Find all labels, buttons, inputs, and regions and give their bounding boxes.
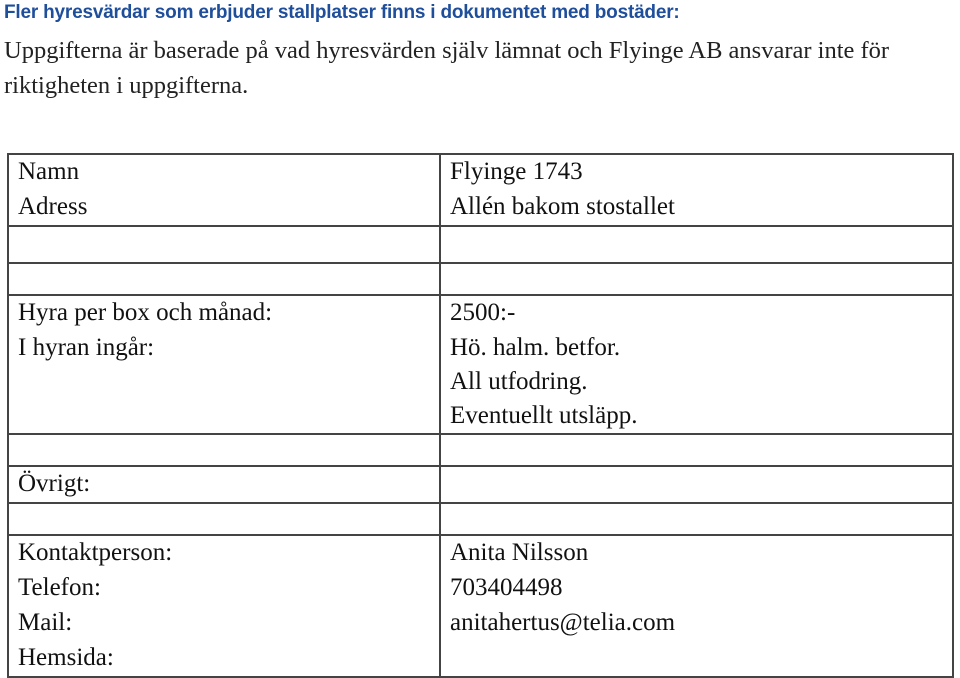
website-label: Hemsida: (8, 641, 440, 677)
table-row (8, 154, 953, 190)
contact-value: Anita Nilsson (440, 535, 953, 571)
document-heading: Fler hyresvärdar som erbjuder stallplatser finns i dokumentet med bostäder: (4, 2, 680, 23)
empty-row (8, 434, 953, 466)
table-row (8, 535, 953, 571)
other-value (440, 466, 953, 503)
table-row (8, 466, 953, 503)
includes-values (440, 331, 953, 434)
rent-label: Hyra per box och månad: (8, 295, 440, 331)
other-label: Övrigt: (8, 466, 440, 503)
name-value: Flyinge 1743 (440, 154, 953, 190)
table-row (8, 295, 953, 331)
website-value (440, 641, 953, 677)
empty-row (8, 263, 953, 295)
contact-label: Kontaktperson: (8, 535, 440, 571)
address-value: Allén bakom stostallet (440, 190, 953, 226)
table-row (8, 641, 953, 677)
name-label: Namn (8, 154, 440, 190)
address-label: Adress (8, 190, 440, 226)
mail-label: Mail: (8, 606, 440, 641)
table-row (8, 606, 953, 641)
empty-row (8, 503, 953, 535)
mail-value: anitahertus@telia.com (440, 606, 953, 641)
phone-value: 703404498 (440, 571, 953, 606)
rent-value: 2500:- (440, 295, 953, 331)
table-row (8, 571, 953, 606)
empty-row (8, 226, 953, 263)
table-row (8, 190, 953, 226)
includes-item: Eventuellt utsläpp. (450, 402, 638, 429)
table-row (8, 331, 953, 434)
stable-info-table (7, 153, 954, 678)
includes-item: All utfodring. (450, 368, 588, 395)
includes-label: I hyran ingår: (8, 331, 440, 434)
disclaimer-text: Uppgifterna är baserade på vad hyresvärden själv lämnat och Flyinge AB ansvarar inte för riktigheten i uppgifterna. (4, 37, 890, 99)
phone-label: Telefon: (8, 571, 440, 606)
includes-item: Hö. halm. betfor. (450, 334, 621, 361)
